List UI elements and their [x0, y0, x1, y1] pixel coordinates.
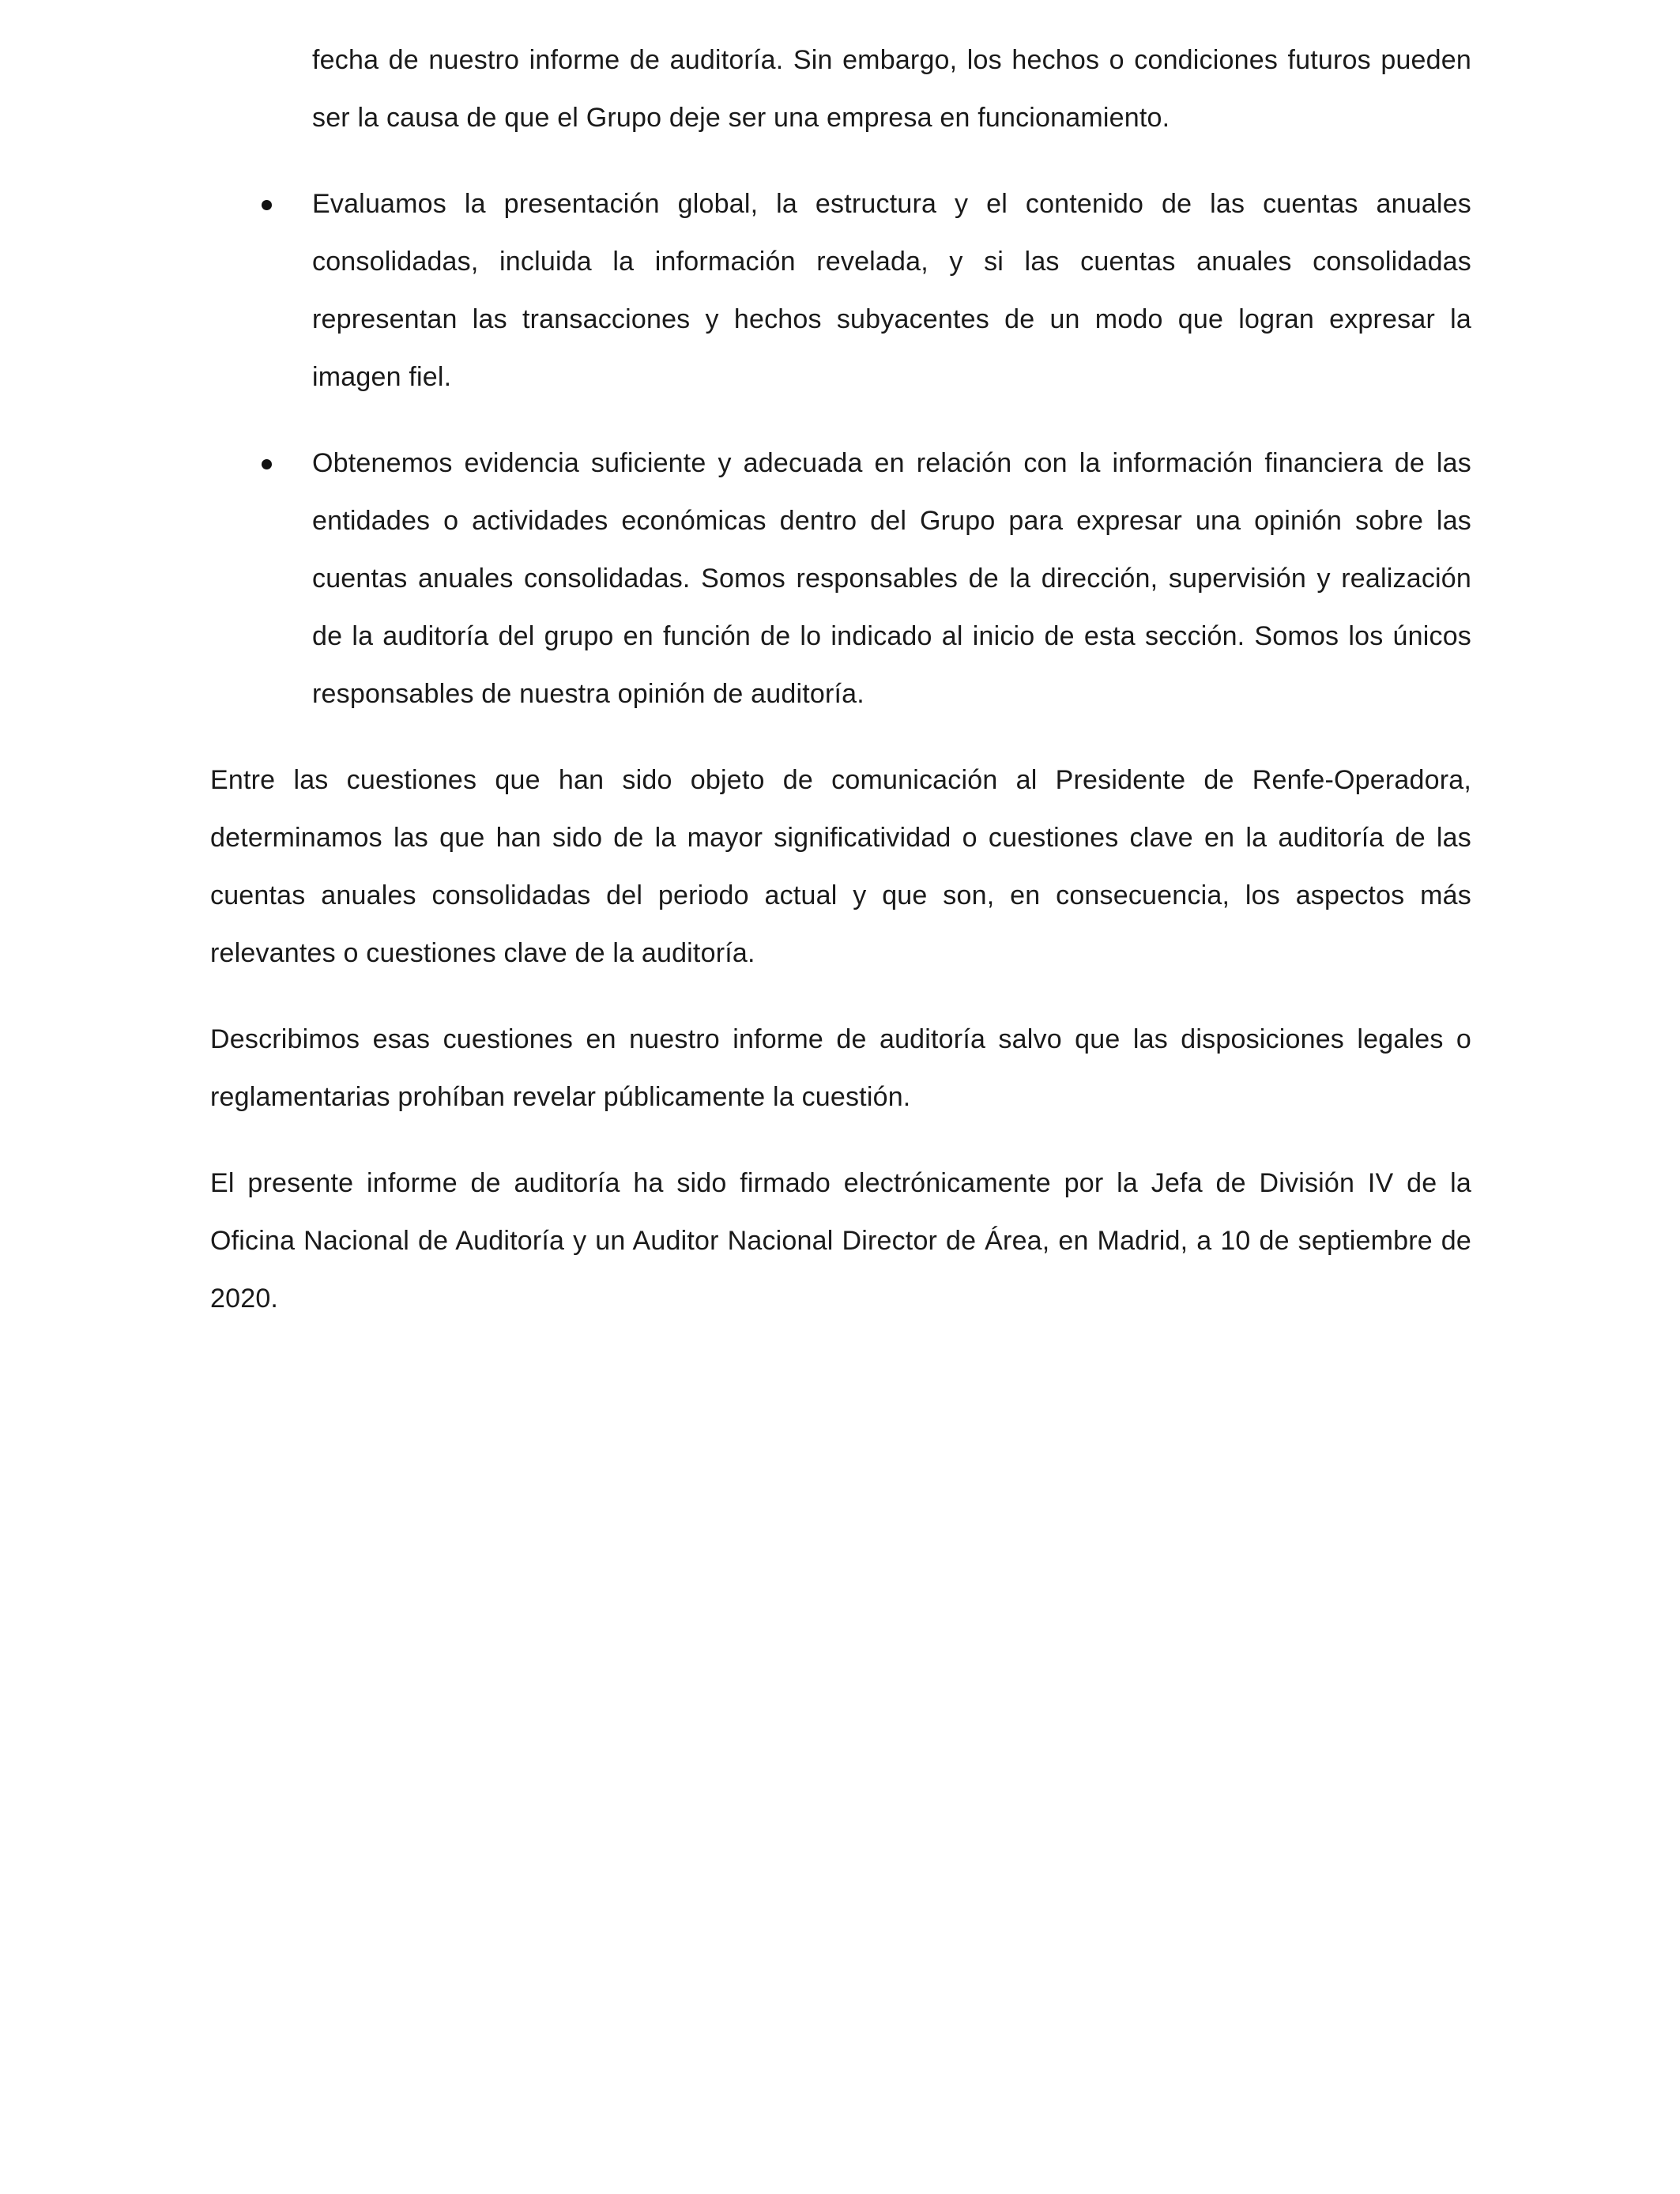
bullet-text: Obtenemos evidencia suficiente y adecuada en relación con la información financiera de las entidades o actividades económicas dentro del Grupo para expresar una opinión sobre las cuentas anuales consolidadas. Somos responsables de la dirección, supervisión y realización de la auditoría del grupo en función de lo indicado al inicio de esta sección. Somos los únicos responsables de nuestra opinión de auditoría. — [312, 448, 1471, 709]
document-body — [210, 32, 1471, 1356]
bullet-icon — [262, 200, 272, 210]
bullet-icon — [262, 459, 272, 469]
body-paragraph: Entre las cuestiones que han sido objeto de comunicación al Presidente de Renfe-Operadora, determinamos las que han sido de la mayor significatividad o cuestiones clave en la auditoría de las cuentas anuales consolidadas del periodo actual y que son, en consecuencia, los aspectos más relevantes o cuestiones clave de la auditoría. — [210, 765, 1471, 968]
signature-paragraph: El presente informe de auditoría ha sido firmado electrónicamente por la Jefa de División IV de la Oficina Nacional de Auditoría y un Auditor Nacional Director de Área, en Madrid, a 10 de septiembre de 2020. — [210, 1168, 1471, 1314]
bullet-text: Evaluamos la presentación global, la estructura y el contenido de las cuentas anuales consolidadas, incluida la información revelada, y si las cuentas anuales consolidadas representan las transacciones y hechos subyacentes de un modo que logran expresar la imagen fiel. — [312, 189, 1471, 392]
bullet-item — [210, 435, 1471, 723]
continuation-paragraph: fecha de nuestro informe de auditoría. Sin embargo, los hechos o condiciones futuros pueden ser la causa de que el Grupo deje ser una empresa en funcionamiento. — [312, 45, 1471, 133]
body-paragraph: Describimos esas cuestiones en nuestro informe de auditoría salvo que las disposiciones legales o reglamentarias prohíban revelar públicamente la cuestión. — [210, 1024, 1471, 1112]
bullet-item — [210, 175, 1471, 406]
